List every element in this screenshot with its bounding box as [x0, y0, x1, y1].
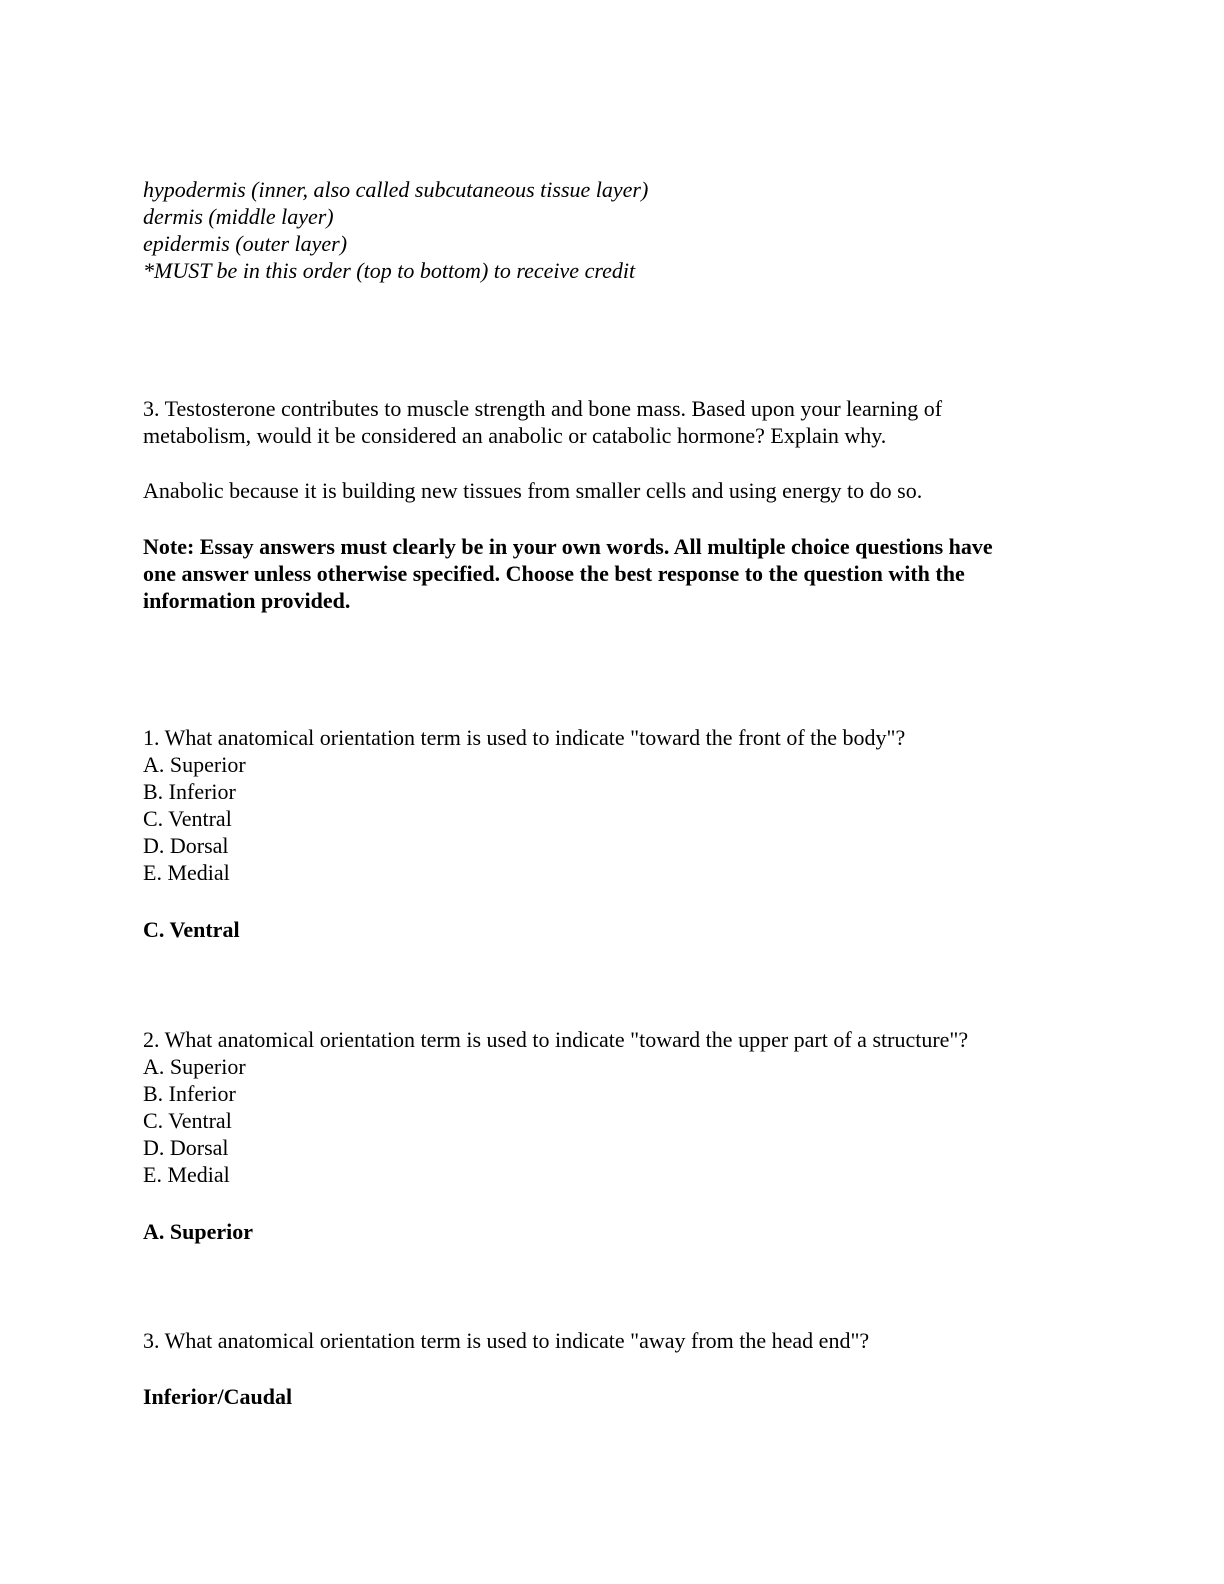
answer-text: Inferior/Caudal — [143, 1384, 293, 1409]
option-d: D. Dorsal — [143, 1135, 229, 1160]
option-c: C. Ventral — [143, 806, 232, 831]
question-text-line: metabolism, would it be considered an anabolic or catabolic hormone? Explain why. — [143, 423, 887, 448]
skin-layers-answer — [143, 176, 1083, 284]
option-a: A. Superior — [143, 1054, 246, 1079]
mc-question-3 — [143, 1327, 1083, 1354]
option-b: B. Inferior — [143, 1081, 236, 1106]
option-c: C. Ventral — [143, 1108, 232, 1133]
mc-question-2 — [143, 1026, 1083, 1188]
essay-question-3 — [143, 395, 1083, 449]
note-line: Note: Essay answers must clearly be in your own words. All multiple choice questions have — [143, 534, 993, 559]
note-line: one answer unless otherwise specified. Choose the best response to the question with the — [143, 561, 965, 586]
skin-layer-line: dermis (middle layer) — [143, 204, 334, 229]
essay-answer-3 — [143, 477, 1083, 504]
instructions-note — [143, 533, 1083, 614]
note-line: information provided. — [143, 588, 351, 613]
skin-layer-note: *MUST be in this order (top to bottom) to receive credit — [143, 258, 636, 283]
option-d: D. Dorsal — [143, 833, 229, 858]
option-a: A. Superior — [143, 752, 246, 777]
mc-answer-3 — [143, 1383, 1083, 1410]
question-text: 3. What anatomical orientation term is used to indicate "away from the head end"? — [143, 1328, 870, 1353]
question-text-line: 3. Testosterone contributes to muscle strength and bone mass. Based upon your learning of — [143, 396, 943, 421]
option-b: B. Inferior — [143, 779, 236, 804]
mc-answer-1 — [143, 916, 1083, 943]
answer-text: Anabolic because it is building new tissues from smaller cells and using energy to do so. — [143, 478, 923, 503]
skin-layer-line: hypodermis (inner, also called subcutaneous tissue layer) — [143, 177, 649, 202]
option-e: E. Medial — [143, 860, 230, 885]
question-text: 1. What anatomical orientation term is used to indicate "toward the front of the body"? — [143, 725, 906, 750]
mc-answer-2 — [143, 1218, 1083, 1245]
question-text: 2. What anatomical orientation term is used to indicate "toward the upper part of a structure"? — [143, 1027, 969, 1052]
skin-layer-line: epidermis (outer layer) — [143, 231, 348, 256]
option-e: E. Medial — [143, 1162, 230, 1187]
answer-text: C. Ventral — [143, 917, 240, 942]
answer-text: A. Superior — [143, 1219, 253, 1244]
mc-question-1 — [143, 724, 1083, 886]
